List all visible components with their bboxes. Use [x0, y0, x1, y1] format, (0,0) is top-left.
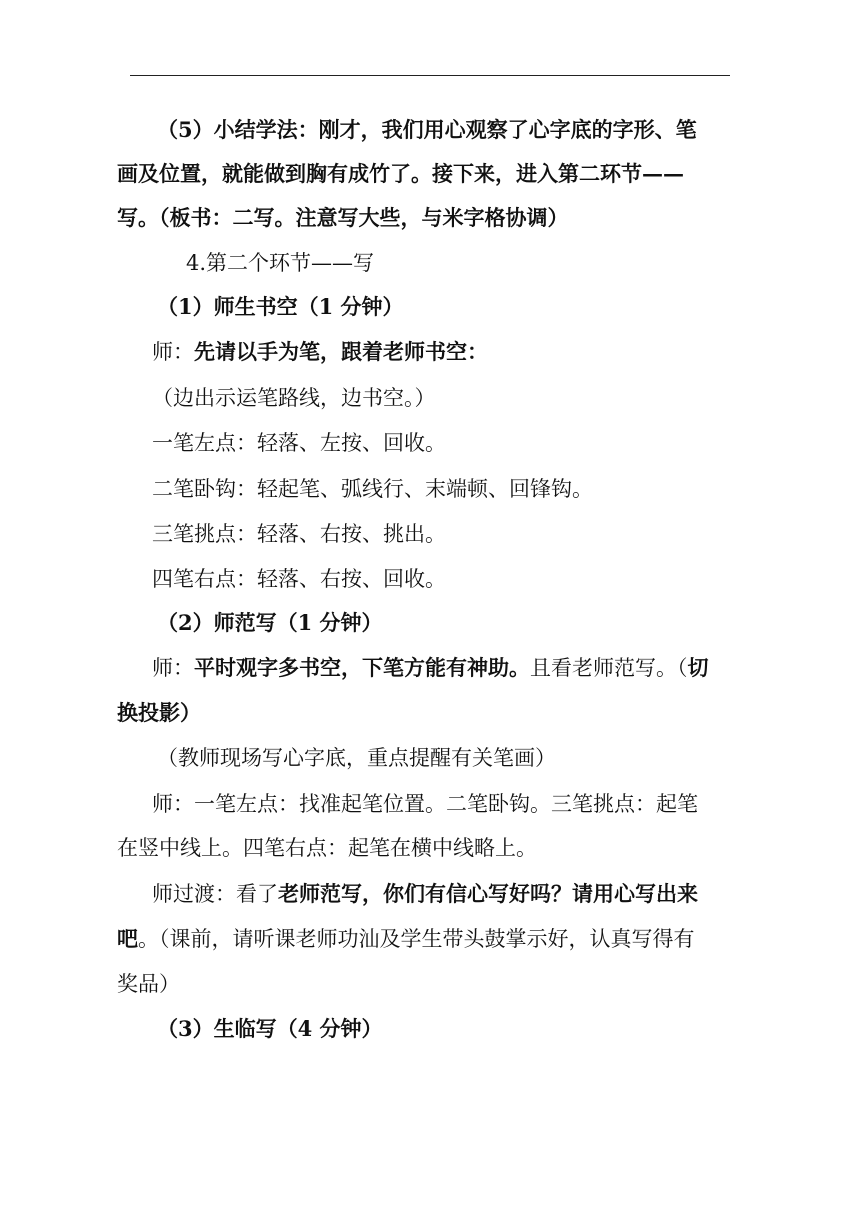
- subheading-3: （3）生临写（4 分钟）: [157, 1016, 383, 1041]
- transition-quote-end: 吧: [117, 926, 138, 951]
- teacher-instruction: 先请以手为笔，跟着老师书空：: [194, 339, 488, 364]
- teacher-line-1: [152, 337, 488, 367]
- transition-line: [152, 879, 698, 909]
- paragraph-summary-line-2: 画及位置，就能做到胸有成竹了。接下来，进入第二环节——: [117, 161, 684, 186]
- speaker-label: 师：: [152, 656, 194, 680]
- teacher-line-3: 师：一笔左点：找准起笔位置。二笔卧钩。三笔挑点：起笔: [152, 792, 698, 816]
- speaker-label: 师：: [152, 340, 194, 364]
- stage-direction-2: （教师现场写心字底，重点提醒有关笔画）: [157, 746, 556, 770]
- transition-note-cont: 奖品）: [117, 972, 180, 996]
- teacher-direction-bold: 切: [687, 655, 709, 680]
- stage-direction-1: （边出示运笔路线，边书空。）: [152, 386, 436, 410]
- section-heading-4: 4.第二个环节——写: [186, 251, 375, 275]
- transition-line-cont: [117, 924, 695, 954]
- teacher-line-2: [152, 653, 709, 683]
- subheading-2: （2）师范写（1 分钟）: [157, 610, 383, 635]
- paragraph-summary-line-1: （5）小结学法：刚才，我们用心观察了心字底的字形、笔: [157, 117, 697, 142]
- teacher-quote: 平时观字多书空，下笔方能有神助。: [194, 655, 530, 680]
- teacher-direction: 且看老师范写。（: [530, 656, 688, 680]
- stroke-1: 一笔左点：轻落、左按、回收。: [152, 431, 446, 455]
- teacher-line-3-cont: 在竖中线上。四笔右点：起笔在横中线略上。: [117, 836, 537, 860]
- stroke-3: 三笔挑点：轻落、右按、挑出。: [152, 522, 446, 546]
- stroke-4: 四笔右点：轻落、右按、回收。: [152, 567, 446, 591]
- transition-label: 师过渡：看了: [152, 882, 278, 906]
- transition-quote: 老师范写，你们有信心写好吗？请用心写出来: [278, 881, 698, 906]
- stroke-2: 二笔卧钩：轻起笔、弧线行、末端顿、回锋钩。: [152, 477, 593, 501]
- transition-note: 。（课前，请听课老师功汕及学生带头鼓掌示好，认真写得有: [138, 927, 695, 951]
- teacher-line-2-cont: 换投影）: [117, 700, 201, 725]
- subheading-1: （1）师生书空（1 分钟）: [157, 294, 404, 319]
- header-rule: [130, 75, 730, 76]
- paragraph-summary-line-3: 写。（板书：二写。注意写大些，与米字格协调）: [117, 205, 569, 230]
